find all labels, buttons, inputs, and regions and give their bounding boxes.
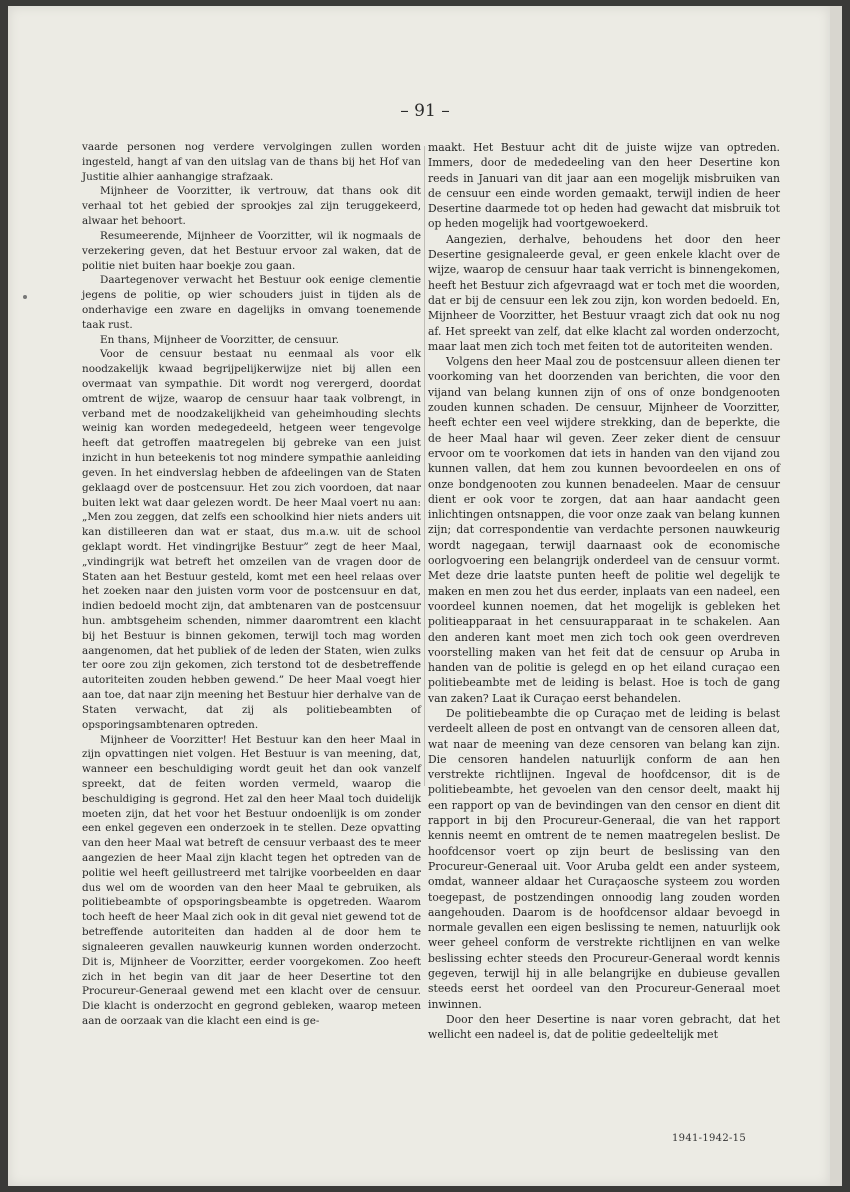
paragraph: maakt. Het Bestuur acht dit de juiste wijze van optreden. Immers, door de mededeeling van den heer Desertine kon reeds in Januari van dit jaar aan een mogelijk misbruiken van de censuur een einde worden gemaakt, terwijl indien de heer Desertine daarmede tot op heden had gewacht dat misbruik tot op heden mogelijk had voortgewoekerd. (428, 141, 780, 231)
paragraph: Aangezien, derhalve, behoudens het door den heer Desertine gesignaleerde geval, er geen enkele klacht over de wijze, waarop de censuur haar taak verricht is binnengekomen, heeft het Bestuur zich afgevraagd wat er toch met die woorden, dat er bij de censuur een lek zou zijn, kon worden bedoeld. En, Mijnheer de Voorzitter, het Bestuur vraagt zich dat ook nu nog af. Het spreekt van zelf, dat elke klacht zal worden onderzocht, maar laat men zich toch met feiten tot de autoriteiten wenden. (428, 232, 780, 353)
paragraph: Volgens den heer Maal zou de postcensuur alleen dienen ter voorkoming van het doorzenden van berichten, die voor den vijand van belang kunnen zijn of ons of onze bondgenooten zouden kunnen schaden. De censuur, Mijnheer de Voorzitter, heeft echter een veel wijdere strekking, dan de beperkte, die de heer Maal haar wil geven. Zeer zeker dient de censuur ervoor om te voorkomen dat iets in handen van den vijand zou kunnen vallen, dat hem zou kunnen bevoordeelen en ons of onze bondgenooten zou kunnen benadeelen. Maar de censuur dient er ook voor te zorgen, dat aan haar aandacht geen inlichtingen ontsnappen, die voor onze zaak van belang kunnen zijn; dat correspondentie van verdachte personen nauwkeurig wordt nagegaan, terwijl daarnaast ook de economische oorlogvoering een belangrijk onderdeel van de censuur vormt. Met deze drie laatste punten heeft de politie wel degelijk te maken en men zou het dus eerder, inplaats van een nadeel, een voordeel kunnen noemen, dat het mogelijk is gebleken het politieapparaat in het censuurapparaat in te schakelen. Aan den anderen kant moet men zich toch ook geen overdreven voorstelling maken van het feit dat de censuur op Aruba in handen van de politie is gelegd en op het eiland curaçao een politiebeambte met de leiding is belast. Hoe is toch de gang van zaken? Laat ik Curaçao eerst behandelen. (428, 355, 780, 705)
paragraph: En thans, Mijnheer de Voorzitter, de censuur. (100, 333, 339, 346)
page-edge (830, 6, 842, 1186)
footer-document-code: 1941-1942-15 (672, 1133, 746, 1144)
paragraph: Mijnheer de Voorzitter! Het Bestuur kan den heer Maal in zijn opvattingen niet volgen. Het Bestuur is van meening, dat, wanneer een beschuldiging wordt geuit het dan ook vanzelf spreekt, dat de feiten worden vermeld, waarop die beschuldiging is gegrond. Het zal den heer Maal toch duidelijk moeten zijn, dat het voor het Bestuur ondoenlijk is om zonder een enkel gegeven een onderzoek in te stellen. Deze opvatting van den heer Maal wat betreft de censuur verbaast des te meer aangezien de heer Maal zijn klacht tegen het optreden van de politie wel heeft geillustreerd met talrijke voorbeelden en daar dus wel om de woorden van den heer Maal te gebruiken, als politiebeambte of opsporingsbeambte is opgetreden. Waarom toch heeft de heer Maal zich ook in dit geval niet gewend tot de betreffende autoriteiten dan hadden al de door hem te signaleeren gevallen nauwkeurig kunnen worden onderzocht. Dit is, Mijnheer de Voorzitter, eerder voorgekomen. Zoo heeft zich in het begin van dit jaar de heer Desertine tot den Procureur-Generaal gewend met een klacht over de censuur. Die klacht is onderzocht en gegrond gebleken, waarop meteen aan de oorzaak van die klacht een eind is ge- (82, 733, 421, 1027)
paragraph: Door den heer Desertine is naar voren gebracht, dat het wellicht een nadeel is, dat de politie gedeeltelijk met (428, 1012, 780, 1042)
page-number: – 91 – (400, 101, 450, 121)
paragraph: Mijnheer de Voorzitter, ik vertrouw, dat thans ook dit verhaal tot het gebied der sprookjes zal zijn teruggekeerd, alwaar het behoort. (82, 185, 421, 228)
paragraph: Daartegenover verwacht het Bestuur ook eenige clementie jegens de politie, op wier schouders juist in tijden als de onderhavige een zware en dagelijks in omvang toenemende taak rust. (82, 274, 421, 331)
right-column (428, 140, 780, 1043)
column-divider (424, 146, 425, 786)
paragraph: De politiebeambte die op Curaçao met de leiding is belast verdeelt alleen de post en ontvangt van de censoren alleen dat, wat naar de meening van deze censoren van belang kan zijn. Die censoren handelen natuurlijk conform de aan hen verstrekte richtlijnen. Ingeval de hoofdcensor, dit is de politiebeambte, het gevoelen van den censor deelt, maakt hij een rapport op van de bevindingen van den censor en dient dit rapport in bij den Procureur-Generaal, die van het rapport kennis neemt en omtrent de te nemen maatregelen beslist. De hoofdcensor voert op zijn beurt de beslissing van den Procureur-Generaal uit. Voor Aruba geldt een ander systeem, omdat, wanneer aldaar het Curaçaosche systeem zou worden toegepast, de postzendingen onnoodig lang zouden worden aangehouden. Daarom is de hoofdcensor aldaar bevoegd in normale gevallen een eigen beslissing te nemen, natuurlijk ook weer geheel conform de verstrekte richtlijnen en van welke beslissing echter steeds den Procureur-Generaal wordt kennis gegeven, terwijl hij in alle belangrijke en dubieuse gevallen steeds eerst het oordeel van den Procureur-Generaal moet inwinnen. (428, 706, 780, 1011)
paragraph: Voor de censuur bestaat nu eenmaal als voor elk noodzakelijk kwaad begrijpelijkerwijze niet bij allen een overmaat van sympathie. Dit wordt nog verergerd, doordat omtrent de wijze, waarop de censuur haar taak volbrengt, in verband met de noodzakelijkheid van geheimhouding slechts weinig kan worden medegedeeld, hetgeen weer tengevolge heeft dat getroffen maatregelen bij gebreke van een juist inzicht in hun beteekenis tot nog mindere sympathie aanleiding geven. In het eindverslag hebben de afdeelingen van de Staten geklaagd over de postcensuur. Het zou zich voordoen, dat naar buiten lekt wat daar gelezen wordt. De heer Maal voert nu aan: „Men zou zeggen, dat zelfs een schoolkind hier niets anders uit kan distilleeren dan wat er staat, dus m.a.w. uit de school geklapt wordt. Het vindingrijke Bestuur” zegt de heer Maal, „vindingrijk wat betreft het omzeilen van de vragen door de Staten aan het Bestuur gesteld, komt met een heel relaas over het zoeken naar den juisten vorm voor de postcensuur en dat, indien bedoeld mocht zijn, dat ambtenaren van de postcensuur hun. ambtsgeheim schenden, nimmer daaromtrent een klacht bij het Bestuur is binnen gekomen, terwijl toch mag worden aangenomen, dat het publiek of de leden der Staten, wien zulks ter oore zou zijn gekomen, zich terstond tot de desbetreffende autoriteiten zouden hebben gewend.” De heer Maal voegt hier aan toe, dat naar zijn meening het Bestuur hier derhalve van de Staten verwacht, dat zij als politiebeambten of opsporingsambtenaren optreden. (82, 348, 421, 731)
paragraph: vaarde personen nog verdere vervolgingen zullen worden ingesteld, hangt af van den uitslag van de thans bij het Hof van Justitie alhier aanhangige strafzaak. (82, 141, 421, 183)
paragraph: Resumeerende, Mijnheer de Voorzitter, wil ik nogmaals de verzekering geven, dat het Bestuur ervoor zal waken, dat de politie niet buiten haar boekje zou gaan. (82, 229, 421, 272)
punch-hole-mark (23, 295, 27, 299)
left-column (82, 140, 421, 1029)
